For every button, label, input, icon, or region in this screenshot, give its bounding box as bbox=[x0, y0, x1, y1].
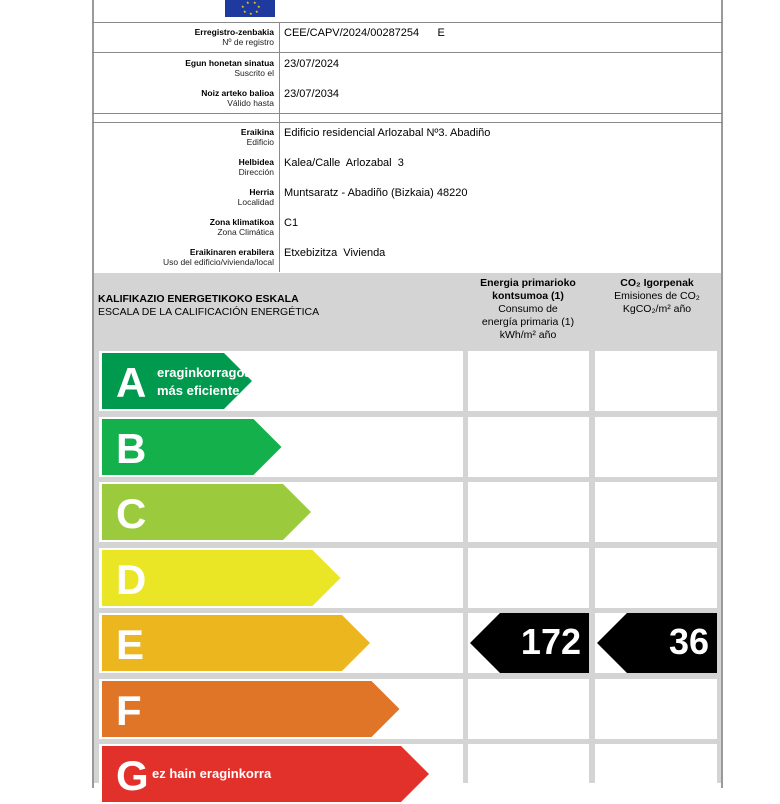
co2-header-eu: CO₂ Igorpenak bbox=[620, 277, 694, 289]
co2-column-header bbox=[594, 277, 720, 316]
band-b bbox=[102, 419, 282, 475]
signed-value: 23/07/2024 bbox=[284, 58, 340, 70]
co2-value-cell bbox=[595, 351, 717, 411]
eu-flag-icon: ★ ★ ★ ★ ★ ★ ★ bbox=[225, 0, 275, 17]
band-arrow-shape bbox=[102, 681, 400, 737]
scale-band-cell bbox=[99, 417, 463, 477]
band-caption-eu: ez hain eraginkorra bbox=[152, 766, 272, 781]
divider bbox=[92, 22, 723, 23]
co2-value-cell bbox=[595, 548, 717, 608]
energy-rating-indicator-value: 172 bbox=[520, 621, 581, 662]
valid-label-es: Válido hasta bbox=[227, 98, 274, 108]
usage-label bbox=[163, 247, 274, 267]
energy-value-cell bbox=[468, 482, 589, 542]
address-label-es: Dirección bbox=[238, 167, 274, 177]
energy-value-cell bbox=[468, 679, 589, 739]
signed-label-es: Suscrito el bbox=[234, 68, 274, 78]
co2-value-cell bbox=[595, 417, 717, 477]
scale-title-eu: KALIFIKAZIO ENERGETIKOKO ESKALA bbox=[98, 293, 299, 305]
band-e bbox=[102, 615, 370, 671]
band-caption-es: más eficiente bbox=[157, 383, 240, 398]
band-a bbox=[102, 353, 252, 409]
registry-label bbox=[195, 27, 274, 47]
registry-label-eu: Erregistro-zenbakia bbox=[194, 27, 274, 37]
band-d bbox=[102, 550, 341, 606]
address-value: Kalea/Calle Arlozabal 3 bbox=[284, 157, 404, 169]
co2-rating-indicator bbox=[597, 613, 717, 673]
valid-value: 23/07/2034 bbox=[284, 88, 340, 100]
energy-header-eu-1: Energia primarioko bbox=[480, 277, 576, 289]
locality-label bbox=[238, 187, 274, 207]
co2-value-cell bbox=[595, 744, 717, 804]
usage-value: Etxebizitza Vivienda bbox=[284, 247, 386, 259]
divider bbox=[92, 122, 723, 123]
energy-column-header bbox=[464, 277, 592, 342]
locality-value: Muntsaratz - Abadiño (Bizkaia) 48220 bbox=[284, 187, 468, 199]
energy-scale bbox=[94, 273, 721, 799]
band-c bbox=[102, 484, 311, 540]
divider bbox=[92, 52, 723, 53]
signed-label bbox=[185, 58, 274, 78]
band-caption-eu: eraginkorragoa bbox=[157, 365, 252, 380]
address-label-eu: Helbidea bbox=[238, 157, 274, 167]
building-label-es: Edificio bbox=[246, 137, 274, 147]
registry-label-es: Nº de registro bbox=[222, 37, 274, 47]
band-letter: D bbox=[116, 555, 147, 603]
band-letter: E bbox=[116, 621, 145, 668]
climate-zone-label-eu: Zona klimatikoa bbox=[209, 217, 274, 227]
energy-rating-indicator bbox=[470, 613, 589, 673]
energy-header-es-2: energía primaria (1) bbox=[481, 316, 575, 328]
divider bbox=[92, 113, 723, 114]
energy-header-eu-2: kontsumoa (1) bbox=[492, 290, 564, 302]
divider bbox=[279, 22, 280, 122]
registry-value: CEE/CAPV/2024/00287254 E bbox=[284, 27, 445, 39]
energy-value-cell bbox=[468, 548, 589, 608]
band-f bbox=[102, 681, 400, 737]
scale-band-cell bbox=[99, 351, 463, 411]
climate-zone-value: C1 bbox=[284, 217, 299, 229]
co2-value-cell bbox=[595, 482, 717, 542]
energy-header-es-1: Consumo de bbox=[498, 303, 558, 315]
scale-band-cell bbox=[99, 548, 463, 608]
climate-zone-label-es: Zona Climática bbox=[217, 227, 274, 237]
address-label bbox=[239, 157, 274, 177]
energy-unit: kWh/m² año bbox=[499, 329, 557, 341]
co2-header-es: Emisiones de CO₂ bbox=[614, 290, 700, 302]
band-letter: B bbox=[116, 424, 147, 472]
building-label bbox=[241, 127, 274, 147]
energy-value-cell bbox=[468, 417, 589, 477]
building-value: Edificio residencial Arlozabal Nº3. Abadiño bbox=[284, 127, 491, 139]
scale-band-cell bbox=[99, 613, 463, 673]
divider bbox=[279, 122, 280, 272]
locality-label-eu: Herria bbox=[249, 187, 274, 197]
building-label-eu: Eraikina bbox=[240, 127, 274, 137]
band-g bbox=[102, 746, 429, 802]
band-letter: A bbox=[116, 359, 147, 406]
band-letter: G bbox=[116, 752, 149, 799]
band-letter: F bbox=[116, 686, 142, 734]
scale-band-cell bbox=[99, 482, 463, 542]
valid-label bbox=[201, 88, 274, 108]
co2-rating-indicator-value: 36 bbox=[668, 621, 709, 662]
usage-label-es: Uso del edificio/vivienda/local bbox=[162, 257, 274, 267]
valid-label-eu: Noiz arteko balioa bbox=[201, 88, 274, 98]
scale-band-cell bbox=[99, 744, 463, 804]
scale-title-es: ESCALA DE LA CALIFICACIÓN ENERGÉTICA bbox=[98, 306, 320, 318]
co2-unit: KgCO₂/m² año bbox=[622, 303, 692, 315]
signed-label-eu: Egun honetan sinatua bbox=[185, 58, 274, 68]
energy-value-cell bbox=[468, 744, 589, 804]
usage-label-eu: Eraikinaren erabilera bbox=[189, 247, 274, 257]
band-letter: C bbox=[116, 490, 147, 537]
locality-label-es: Localidad bbox=[237, 197, 274, 207]
co2-value-cell bbox=[595, 679, 717, 739]
climate-zone-label bbox=[210, 217, 274, 237]
scale-band-cell bbox=[99, 679, 463, 739]
energy-value-cell bbox=[468, 351, 589, 411]
